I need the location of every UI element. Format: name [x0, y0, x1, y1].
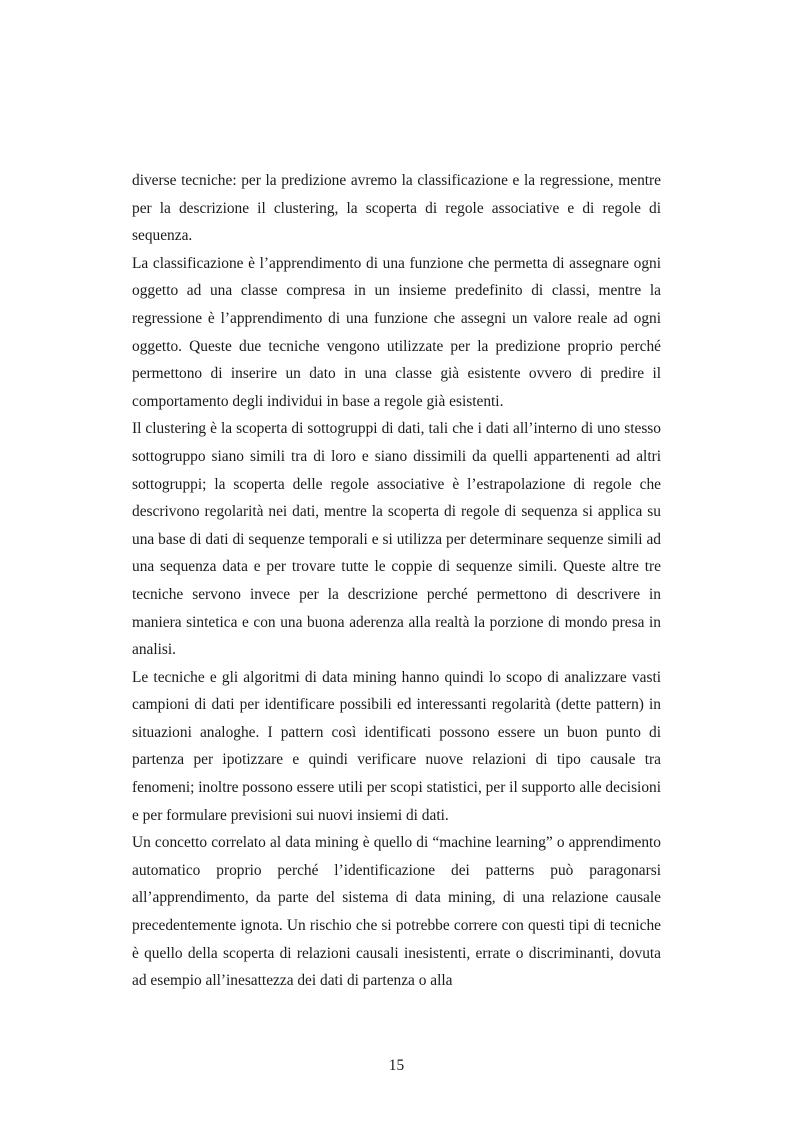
paragraph-data-mining-goals: Le tecniche e gli algoritmi di data mining hanno quindi lo scopo di analizzare vasti campioni di dati per identificare possibili ed interessanti regolarità (dette pattern) in situazioni analoghe. I pattern così identificati possono essere un buon punto di partenza per ipotizzare e quindi verificare nuove relazioni di tipo causale tra fenomeni; inoltre possono essere utili per scopi statistici, per il supporto alle decisioni e per formulare previsioni sui nuovi insiemi di dati.: [132, 668, 661, 824]
paragraph-classification: La classificazione è l’apprendimento di una funzione che permetta di assegnare ogni oggetto ad una classe compresa in un insieme predefinito di classi, mentre la regressione è l’apprendimento di una funzione che assegni un valore reale ad ogni oggetto. Queste due tecniche vengono utilizzate per la predizione proprio perché permettono di inserire un dato in una classe già esistente ovvero di predire il comportamento degli individui in base a regole già esistenti.: [132, 254, 661, 410]
paragraph-machine-learning: Un concetto correlato al data mining è quello di “machine learning” o apprendimento automatico proprio perché l’identificazione dei patterns può paragonarsi all’apprendimento, da parte del sistema di data mining, di una relazione causale precedentemente ignota. Un rischio che si potrebbe correre con questi tipi di tecniche è quello della scoperta di relazioni causali inesistenti, errate o discriminanti, dovuta ad esempio all’inesattezza dei dati di partenza o alla: [132, 834, 661, 990]
paragraph-clustering: Il clustering è la scoperta di sottogruppi di dati, tali che i dati all’interno di uno stesso sottogruppo siano simili tra di loro e siano dissimili da quelli appartenenti ad altri sottogruppi; la scoperta delle regole associative è l’estrapolazione di regole che descrivono regolarità nei dati, mentre la scoperta di regole di sequenza si applica su una base di dati di sequenze temporali e si utilizza per determinare sequenze simili ad una sequenza data e per trovare tutte le coppie di sequenze simili. Queste altre tre tecniche servono invece per la descrizione perché permettono di descrivere in maniera sintetica e con una buona aderenza alla realtà la porzione di mondo presa in analisi.: [132, 420, 661, 659]
paragraph-prediction-description: diverse tecniche: per la predizione avremo la classificazione e la regressione, mentre per la descrizione il clustering, la scoperta di regole associative e di regole di sequenza.: [132, 172, 661, 245]
body-text: [132, 167, 661, 995]
page-number: 15: [388, 1057, 405, 1074]
